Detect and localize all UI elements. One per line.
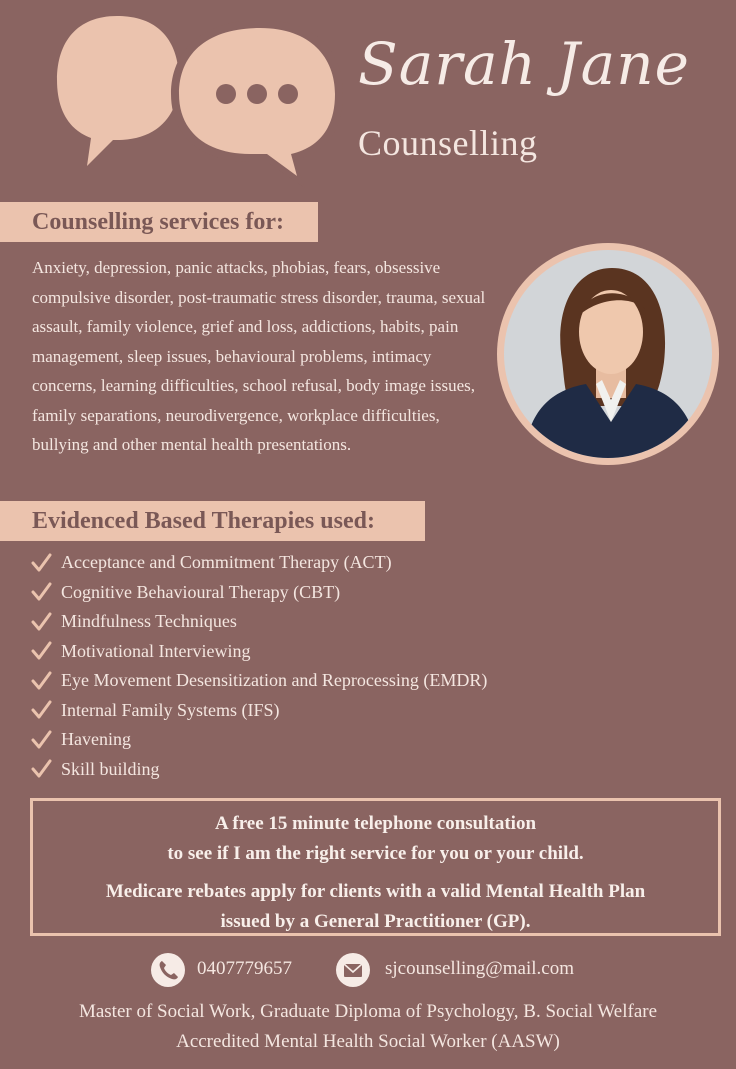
therapy-item: [30, 637, 487, 667]
phone-number[interactable]: 0407779657: [197, 958, 292, 979]
therapy-label: Havening: [61, 729, 131, 750]
check-icon: [30, 670, 52, 692]
therapy-item: [30, 548, 487, 578]
offer-line-2: to see if I am the right service for you or your child.: [167, 843, 584, 864]
brand-subtitle: Counselling: [358, 123, 538, 163]
therapy-label: Motivational Interviewing: [61, 640, 251, 661]
offer-line-3: Medicare rebates apply for clients with a valid Mental Health Plan: [105, 881, 646, 902]
envelope-icon: [336, 953, 370, 987]
check-icon: [30, 552, 52, 574]
services-text: Anxiety, depression, panic attacks, phobias, fears, obsessive compulsive disorder, post-traumatic stress disorder, trauma, sexual assault, family violence, grief and loss, addictions, habits, pain management, sleep issues, behavioural problems, intimacy concerns, learning difficulties, school refusal, body image issues, family separations, neurodivergence, workplace difficulties, bullying and other mental health presentations.: [32, 258, 486, 454]
phone-icon: [151, 953, 185, 987]
therapy-label: Mindfulness Techniques: [61, 611, 237, 632]
therapy-item: [30, 725, 487, 755]
therapy-item: [30, 578, 487, 608]
therapies-list: [30, 548, 487, 784]
therapy-item: [30, 755, 487, 785]
credentials-line-1: Master of Social Work, Graduate Diploma of Psychology, B. Social Welfare: [78, 1001, 658, 1022]
offer-line-1: A free 15 minute telephone consultation: [214, 813, 537, 834]
check-icon: [30, 729, 52, 751]
check-icon: [30, 758, 52, 780]
therapy-label: Cognitive Behavioural Therapy (CBT): [61, 581, 341, 602]
services-heading: Counselling services for:: [0, 202, 318, 242]
check-icon: [30, 581, 52, 603]
therapies-heading: Evidenced Based Therapies used:: [0, 501, 425, 541]
email-address[interactable]: sjcounselling@mail.com: [385, 958, 574, 979]
check-icon: [30, 640, 52, 662]
therapy-label: Eye Movement Desensitization and Reprocessing (EMDR): [61, 670, 488, 691]
check-icon: [30, 611, 52, 633]
therapy-item: [30, 607, 487, 637]
therapy-label: Internal Family Systems (IFS): [61, 699, 280, 720]
brand-name: Sarah Jane: [358, 30, 690, 98]
check-icon: [30, 699, 52, 721]
therapy-item: [30, 696, 487, 726]
contact-row: [0, 950, 736, 990]
offer-line-4: issued by a General Practitioner (GP).: [220, 911, 531, 932]
therapy-item: [30, 666, 487, 696]
portrait-photo: [497, 243, 719, 465]
credentials-line-2: Accredited Mental Health Social Worker (AASW): [176, 1031, 560, 1052]
speech-bubbles-logo-icon: [55, 14, 355, 194]
therapy-label: Acceptance and Commitment Therapy (ACT): [61, 552, 392, 573]
consultation-box: [30, 798, 721, 936]
therapy-label: Skill building: [61, 758, 160, 779]
